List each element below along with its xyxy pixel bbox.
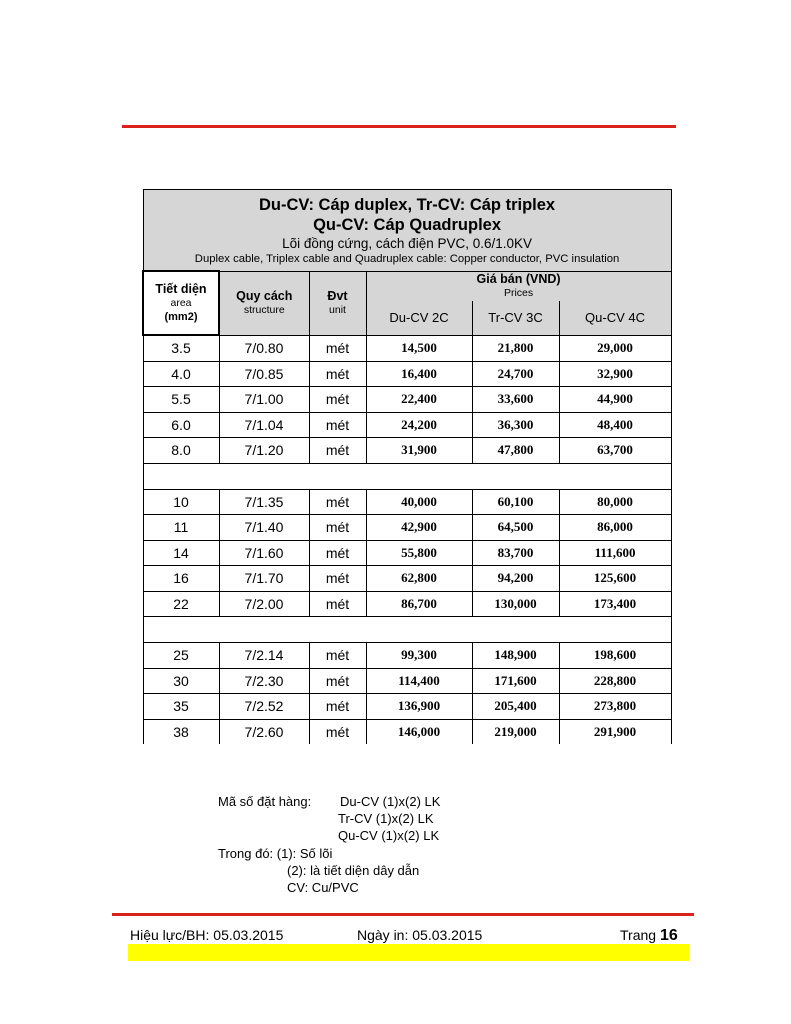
cell-area: 8.0 [143,438,219,464]
table-row [143,694,671,720]
order-code-label: Mã số đặt hàng: [218,794,312,809]
cell-price-tr: 219,000 [472,719,559,744]
cell-price-qu: 48,400 [559,412,671,438]
cell-price-qu: 32,900 [559,361,671,387]
cell-price-du: 55,800 [366,540,472,566]
cell-structure: 7/2.60 [219,719,309,744]
col-unit-en: unit [329,304,346,316]
price-table [142,189,672,744]
cell-price-du: 14,500 [366,335,472,361]
cell-structure: 7/1.70 [219,566,309,592]
cell-unit: mét [309,361,366,387]
bottom-red-rule [112,913,694,916]
legend-area: (2): là tiết diện dây dẫn [287,863,420,878]
cell-unit: mét [309,668,366,694]
order-code-qu: Qu-CV (1)x(2) LK [338,828,440,843]
cell-area: 6.0 [143,412,219,438]
cell-price-qu: 44,900 [559,387,671,413]
cell-structure: 7/1.35 [219,489,309,515]
col-structure-en: structure [243,304,285,316]
yellow-highlight-bar [128,944,689,961]
cell-price-du: 40,000 [366,489,472,515]
cell-unit: mét [309,694,366,720]
col-header-area [143,271,219,335]
col-area-en: area [170,297,192,309]
cell-price-tr: 36,300 [472,412,559,438]
footer-page [620,927,678,945]
col-structure-vi: Quy cách [236,289,293,303]
table-row [143,335,671,361]
table-title-block [143,190,671,272]
cell-structure: 7/2.30 [219,668,309,694]
table-row [143,643,671,669]
cell-area: 25 [143,643,219,669]
cell-price-du: 136,900 [366,694,472,720]
cell-price-tr: 64,500 [472,515,559,541]
table-row [143,515,671,541]
cell-price-qu: 125,600 [559,566,671,592]
cell-structure: 7/1.40 [219,515,309,541]
table-row [143,387,671,413]
cell-structure: 7/0.80 [219,335,309,361]
cell-area: 30 [143,668,219,694]
cell-unit: mét [309,719,366,744]
table-row [143,668,671,694]
table-row [143,540,671,566]
cell-price-tr: 24,700 [472,361,559,387]
group-1 [143,335,671,463]
cell-area: 38 [143,719,219,744]
cell-price-du: 24,200 [366,412,472,438]
col-header-unit [309,271,366,335]
cell-unit: mét [309,643,366,669]
cell-structure: 7/1.60 [219,540,309,566]
table-row [143,361,671,387]
table-title-line2: Qu-CV: Cáp Quadruplex [313,215,501,234]
table-row [143,566,671,592]
cell-price-du: 62,800 [366,566,472,592]
cell-price-qu: 63,700 [559,438,671,464]
cell-unit: mét [309,412,366,438]
cell-area: 16 [143,566,219,592]
cell-price-du: 31,900 [366,438,472,464]
cell-area: 5.5 [143,387,219,413]
col-price-en: Prices [503,287,534,300]
cell-area: 35 [143,694,219,720]
cell-unit: mét [309,335,366,361]
cell-price-qu: 198,600 [559,643,671,669]
col-area-vi: Tiết diện [155,282,207,296]
col-header-du-cv: Du-CV 2C [366,301,472,335]
cell-structure: 7/1.04 [219,412,309,438]
cell-price-qu: 86,000 [559,515,671,541]
group-2 [143,489,671,617]
cell-unit: mét [309,591,366,617]
cell-price-qu: 29,000 [559,335,671,361]
col-header-tr-cv: Tr-CV 3C [472,301,559,335]
cell-area: 4.0 [143,361,219,387]
legend-cv: CV: Cu/PVC [287,880,359,895]
cell-price-du: 16,400 [366,361,472,387]
group-3 [143,643,671,745]
col-header-qu-cv: Qu-CV 4C [559,301,671,335]
cell-price-du: 86,700 [366,591,472,617]
cell-area: 3.5 [143,335,219,361]
table-row [143,591,671,617]
cell-area: 11 [143,515,219,541]
cell-structure: 7/0.85 [219,361,309,387]
cell-structure: 7/1.20 [219,438,309,464]
cell-unit: mét [309,540,366,566]
cell-price-tr: 94,200 [472,566,559,592]
cell-price-tr: 171,600 [472,668,559,694]
table-row [143,719,671,744]
cell-price-tr: 205,400 [472,694,559,720]
col-unit-vi: Đvt [327,289,348,303]
col-area-unit: (mm2) [164,311,198,323]
cell-price-du: 22,400 [366,387,472,413]
cell-price-qu: 173,400 [559,591,671,617]
table-subtitle-en: Duplex cable, Triplex cable and Quadruplex cable: Copper conductor, PVC insulation [194,252,620,265]
table-subtitle-vi: Lõi đồng cứng, cách điện PVC, 0.6/1.0KV [282,235,533,251]
col-header-structure [219,271,309,335]
cell-structure: 7/1.00 [219,387,309,413]
cell-price-tr: 130,000 [472,591,559,617]
cell-unit: mét [309,387,366,413]
cell-price-du: 114,400 [366,668,472,694]
top-red-rule [122,125,676,128]
group-spacer [143,463,671,489]
cell-price-qu: 228,800 [559,668,671,694]
cell-price-tr: 33,600 [472,387,559,413]
table-row [143,412,671,438]
cell-price-tr: 21,800 [472,335,559,361]
cell-unit: mét [309,438,366,464]
cell-unit: mét [309,515,366,541]
cell-unit: mét [309,489,366,515]
footer-page-number: 16 [659,927,678,944]
cell-price-qu: 111,600 [559,540,671,566]
cell-price-du: 42,900 [366,515,472,541]
footer-print-date: Ngày in: 05.03.2015 [357,927,483,943]
cell-area: 14 [143,540,219,566]
group-spacer [143,617,671,643]
cell-area: 22 [143,591,219,617]
cell-structure: 7/2.52 [219,694,309,720]
footer-validity: Hiệu lực/BH: 05.03.2015 [130,927,284,943]
cell-price-du: 146,000 [366,719,472,744]
cell-structure: 7/2.00 [219,591,309,617]
legend-cores: Trong đó: (1): Số lõi [218,846,333,861]
cell-area: 10 [143,489,219,515]
cell-price-du: 99,300 [366,643,472,669]
table-row [143,438,671,464]
cell-unit: mét [309,566,366,592]
order-code-tr: Tr-CV (1)x(2) LK [338,811,434,826]
order-code-du: Du-CV (1)x(2) LK [340,794,441,809]
col-price-vi: Giá bán (VND) [476,272,561,287]
footer-page-label: Trang [620,927,657,943]
table-row [143,489,671,515]
cell-price-tr: 83,700 [472,540,559,566]
col-header-prices [366,271,671,301]
cell-price-qu: 273,800 [559,694,671,720]
cell-price-tr: 60,100 [472,489,559,515]
cell-price-tr: 47,800 [472,438,559,464]
cell-price-qu: 80,000 [559,489,671,515]
cell-structure: 7/2.14 [219,643,309,669]
cell-price-qu: 291,900 [559,719,671,744]
cell-price-tr: 148,900 [472,643,559,669]
table-title-line1: Du-CV: Cáp duplex, Tr-CV: Cáp triplex [258,195,556,214]
